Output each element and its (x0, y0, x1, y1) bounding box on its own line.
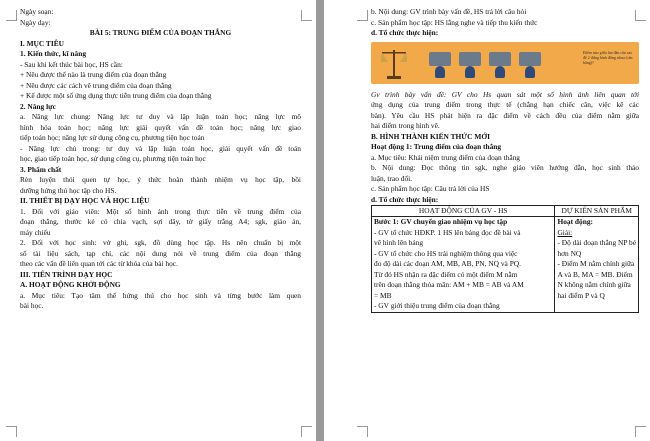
text-line: a. Mục tiêu: Tạo tâm thế hứng thú cho học sinh và từng bước làm quen (20, 290, 301, 300)
cell-line: - GV giới thiệu trung điểm của đoạn thẳng (374, 301, 500, 310)
table-header-activity: HOẠT ĐỘNG CỦA GV - HS (372, 206, 555, 217)
cell-line: A và B, MA = MB. Điểm (557, 269, 633, 279)
text-line: B. HÌNH THÀNH KIẾN THỨC MỚI (371, 131, 490, 141)
text-line: Ngày soạn: (20, 7, 54, 16)
text-line: luận, trao đổi. (371, 173, 413, 183)
right-page (324, 0, 650, 441)
text-line: dưỡng hứng thú học tập cho HS. (20, 185, 117, 195)
text-line: theo các vấn đề liên quan tới các từ khóa của bài học. (20, 259, 178, 268)
table-header-product: DỰ KIẾN SẢN PHẨM (555, 206, 639, 217)
text-line: Ngày dạy: (20, 17, 51, 27)
illustration-caption: Điểm nào giữa hai đầu cân sao để 2 đứng bình đẳng nhau (cân bằng)? (583, 49, 633, 65)
text-line: Gv trình bày vấn đề: GV cho Hs quan sát một số hình ảnh liên quan tới (371, 89, 639, 99)
cell-line: hai điểm P và Q (557, 290, 605, 300)
balance-scale-illustration (371, 42, 639, 84)
student-shape (465, 66, 475, 78)
cell-line: Hoạt động: (557, 217, 593, 226)
text-line: BÀI 5: TRUNG ĐIỂM CỦA ĐOẠN THẲNG (89, 28, 232, 37)
table-cell-product (555, 217, 639, 313)
left-page (0, 0, 316, 441)
crop-mark (301, 10, 312, 21)
right-page-text (371, 7, 639, 313)
table-row (372, 217, 639, 313)
cell-line: - Độ dài đoạn thẳng NP bé (557, 238, 636, 247)
cell-line: - GV tổ chức cho HS trải nghiệm thông qua việc (374, 248, 518, 258)
text-line: a. Năng lực chung: Năng lực tư duy và lập luận toán học; năng lực mô (20, 112, 301, 121)
text-line: hai điểm trong hình vẽ. (371, 121, 440, 130)
cell-line: Bước 1: GV chuyển giao nhiệm vụ học tập (374, 217, 508, 226)
text-line: - Năng lực chủ trong: tư duy và lập luận toán học, giải quyết vấn đề toán (20, 143, 301, 153)
cell-line: trên đoạn thẳng thỏa mãn: AM + MB = AB và AM (374, 280, 524, 289)
student-shape (525, 66, 535, 78)
text-line: II. THIẾT BỊ DẠY HỌC VÀ HỌC LIỆU (20, 196, 150, 205)
text-line: c. Sản phẩm học tập: HS lắng nghe và tiếp thu kiến thức (371, 17, 538, 27)
text-line: c. Sản phẩm học tập: Câu trả lời của HS (371, 184, 490, 193)
text-line: 2. Đối với học sinh: vở ghi, sgk, đồ dùng học tập. Hs nên chuẩn bị một (20, 238, 301, 247)
scale-icon (381, 46, 407, 80)
text-line: số tài liệu sách, tạp chí, các nội dung nói về trung điểm của đoạn thẳng (20, 248, 301, 258)
student-shape (435, 66, 445, 78)
crop-mark (301, 426, 312, 437)
activity-table (371, 205, 639, 313)
text-line: Rèn luyện thói quen tự học, ý thức hoàn thành nhiệm vụ học tập, bồi (20, 175, 301, 184)
crop-mark (6, 426, 17, 437)
text-line: d. Tổ chức thực hiện: (371, 194, 439, 204)
text-line: d. Tổ chức thực hiện: (371, 28, 439, 37)
text-line: III. TIẾN TRÌNH DẠY HỌC (20, 269, 113, 279)
text-line: + Nêu được thế nào là trung điểm của đoạn thẳng (20, 70, 167, 79)
cell-line: - GV tổ chức HĐKP. 1 HS lên bảng đọc đề bài và (374, 227, 521, 237)
crop-mark (6, 10, 17, 21)
text-line: a. Mục tiêu: Khái niệm trung điểm của đoạn thẳng (371, 152, 521, 162)
desk-shape (459, 52, 481, 66)
text-line: A. HOẠT ĐỘNG KHỞI ĐỘNG (20, 280, 121, 289)
text-line: + Kể được một số ứng dụng thực tiễn trung điểm của đoạn thẳng (20, 91, 212, 100)
table-header-row (372, 206, 639, 217)
right-mid-lines (371, 90, 639, 206)
text-line: đoạn thẳng, thước kẻ có chia vạch, sợi dây, tờ giấy trắng A4; sgk, giáo án, (20, 217, 301, 226)
left-page-text (20, 7, 301, 312)
cell-line: hơn NQ (557, 248, 582, 258)
text-line: bàn). Yêu cầu HS phát hiện ra đặc điểm về cách đều của điểm nằm giữa (371, 110, 639, 120)
cell-line: vẽ hình lên bảng (374, 238, 424, 247)
text-line: máy chiếu (20, 227, 51, 237)
text-line: 1. Đối với giáo viên: Một số hình ảnh trong thực tiễn về trung điểm của (20, 206, 301, 216)
text-line: + Nêu được các cách vẽ trung điểm của đoạn thẳng (20, 80, 172, 90)
cell-line: Từ đó HS nhận ra đặc điểm có một điểm M nằm (374, 269, 518, 279)
text-line: học, giao tiếp toán học, sử dụng công cụ, phương tiện toán học (20, 154, 206, 163)
right-top-lines (371, 7, 639, 39)
crop-mark (357, 426, 368, 437)
crop-mark (357, 10, 368, 21)
text-line: 2. Năng lực (20, 101, 56, 111)
text-line: Hoạt động 1: Trung điểm của đoạn thẳng (371, 142, 502, 151)
text-line: - Sau khi kết thúc bài học, HS cần: (20, 59, 123, 69)
desk-shape (429, 52, 451, 66)
student-shape (495, 66, 505, 78)
table-cell-activity (372, 217, 555, 313)
text-line: 3. Phẩm chất (20, 164, 62, 174)
cell-line: đo độ dài các đoạn AM, MB, AB, PN, NQ và PQ. (374, 259, 521, 268)
text-line: tiếp toán học; năng lực sử dụng công cụ, phương tiện học toán (20, 133, 205, 142)
text-line: b. Nội dung: GV trình bày vấn đề, HS trả lời câu hỏi (371, 7, 527, 16)
text-line: ứng dụng của trung điểm trong thực tế (chẳng hạn chiếc cân, việc kê các (371, 100, 639, 109)
crop-mark (635, 426, 646, 437)
desk-shape (489, 52, 511, 66)
cell-line: Giải: (557, 227, 573, 237)
text-line: b. Nội dung: Đọc thông tin sgk, nghe giáo viên hướng dẫn, học sinh thảo (371, 163, 639, 172)
cell-line: - Điểm M nằm chính giữa (557, 259, 635, 268)
cell-line: N không nằm chính giữa (557, 280, 631, 289)
text-line: I. MỤC TIÊU (20, 38, 65, 48)
text-line: 1. Kiến thức, kĩ năng (20, 49, 87, 58)
desk-shape (519, 52, 541, 66)
text-line: hình hóa toán học; năng lực giải quyết vấn đề toán học; năng lực giao (20, 122, 301, 132)
cell-line: = MB (374, 290, 392, 300)
text-line: bài học. (20, 301, 44, 310)
